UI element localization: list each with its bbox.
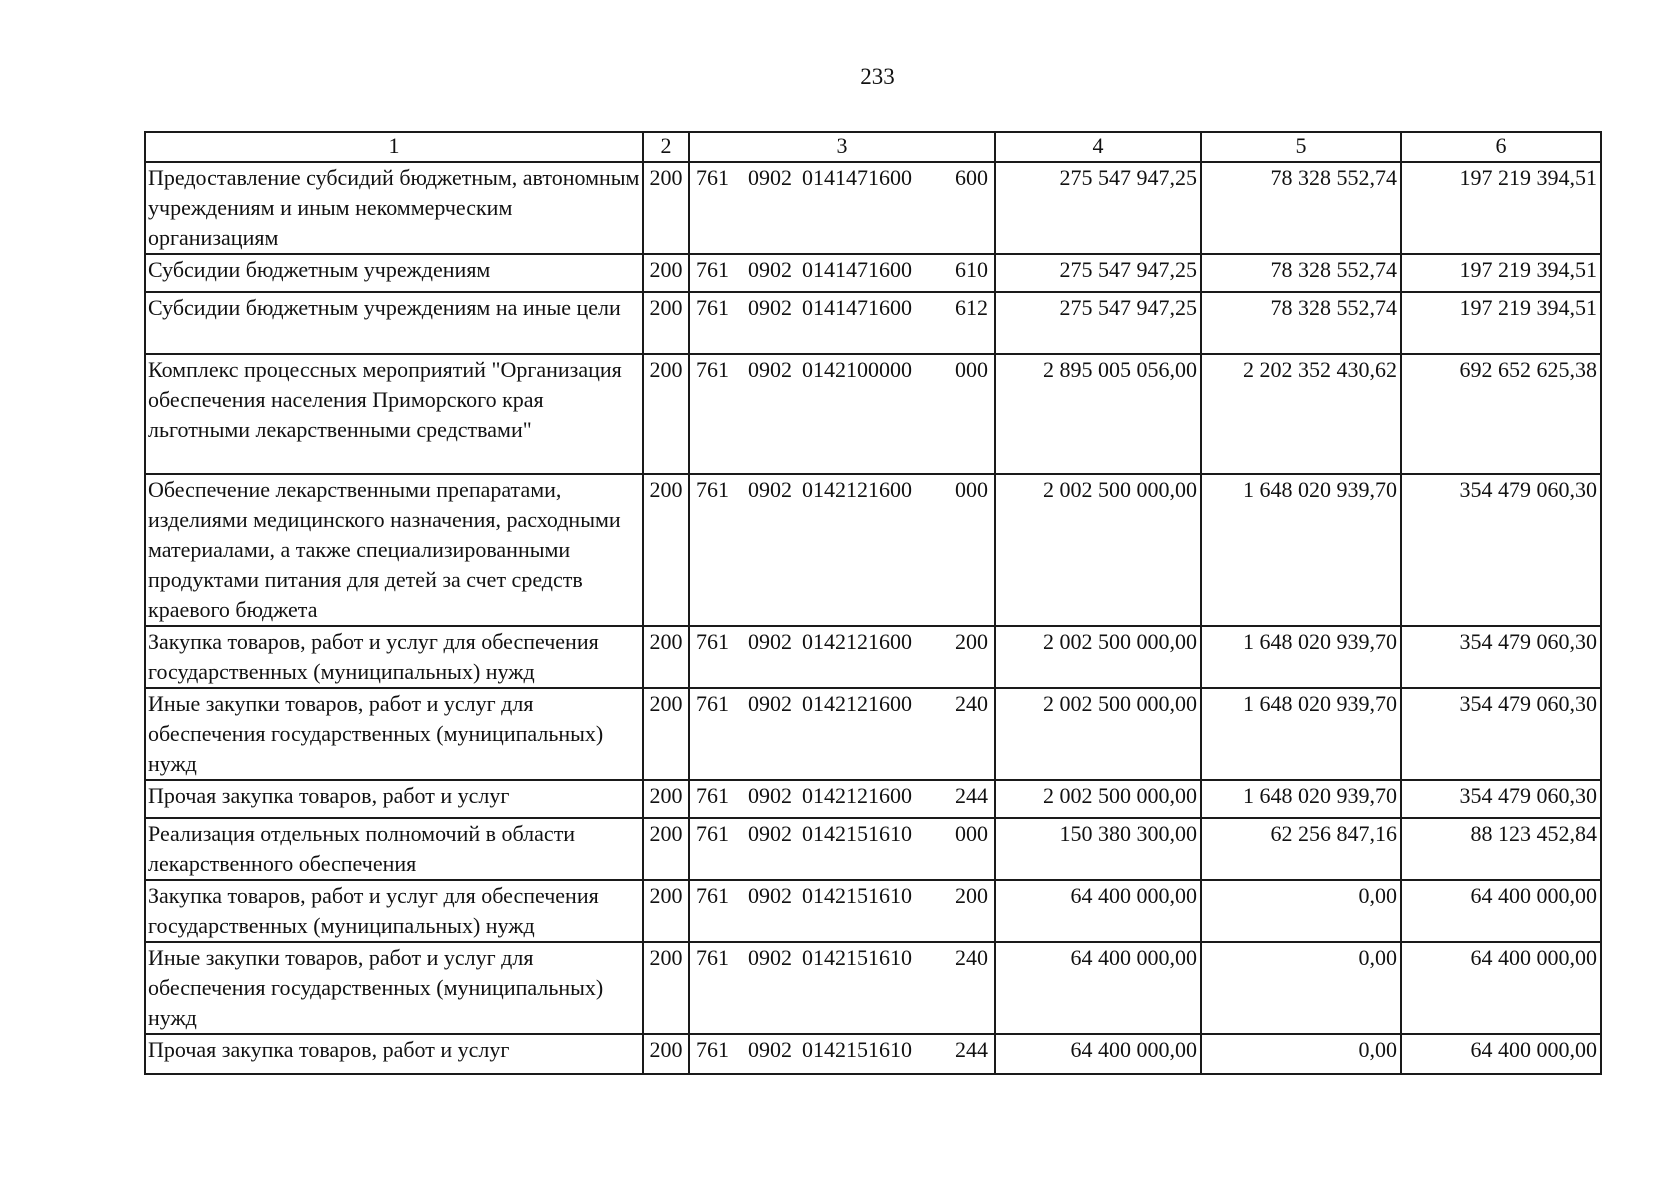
row-value-6: 197 219 394,51 [1401, 162, 1601, 254]
row-value-4: 2 002 500 000,00 [995, 780, 1201, 818]
row-classification-codes [689, 254, 995, 292]
row-name: Иные закупки товаров, работ и услуг для обеспечения государственных (муниципальных) нужд [145, 688, 643, 780]
row-section-code: 0902 [748, 1037, 792, 1062]
row-expense-type-code: 244 [955, 1037, 988, 1062]
page-number: 233 [860, 64, 895, 89]
row-gr-code: 761 [696, 477, 729, 502]
row-kvsr-code: 200 [643, 254, 689, 292]
table-row [145, 626, 1601, 688]
row-value-6: 64 400 000,00 [1401, 942, 1601, 1034]
row-value-5: 78 328 552,74 [1201, 254, 1401, 292]
row-gr-code: 761 [696, 1037, 729, 1062]
table-row [145, 818, 1601, 880]
row-classification-codes [689, 474, 995, 626]
row-value-6: 354 479 060,30 [1401, 688, 1601, 780]
row-value-5: 1 648 020 939,70 [1201, 626, 1401, 688]
row-value-6: 197 219 394,51 [1401, 254, 1601, 292]
row-value-6: 88 123 452,84 [1401, 818, 1601, 880]
row-gr-code: 761 [696, 295, 729, 320]
row-name: Иные закупки товаров, работ и услуг для обеспечения государственных (муниципальных) нужд [145, 942, 643, 1034]
row-value-5: 62 256 847,16 [1201, 818, 1401, 880]
header-cell-3: 3 [689, 132, 995, 162]
table-row [145, 474, 1601, 626]
row-value-5: 78 328 552,74 [1201, 162, 1401, 254]
row-expense-type-code: 612 [955, 295, 988, 320]
row-target-article-code: 0142151610 [802, 821, 912, 846]
row-name: Предоставление субсидий бюджетным, автономным учреждениям и иным некоммерческим организациям [145, 162, 643, 254]
row-target-article-code: 0142151610 [802, 945, 912, 970]
row-classification-codes [689, 780, 995, 818]
row-expense-type-code: 000 [955, 477, 988, 502]
row-value-6: 64 400 000,00 [1401, 1034, 1601, 1074]
row-classification-codes [689, 354, 995, 474]
row-gr-code: 761 [696, 257, 729, 282]
row-target-article-code: 0142151610 [802, 1037, 912, 1062]
row-classification-codes [689, 942, 995, 1034]
row-value-6: 354 479 060,30 [1401, 780, 1601, 818]
row-section-code: 0902 [748, 783, 792, 808]
row-kvsr-code: 200 [643, 474, 689, 626]
row-value-5: 1 648 020 939,70 [1201, 688, 1401, 780]
row-expense-type-code: 244 [955, 783, 988, 808]
row-value-6: 692 652 625,38 [1401, 354, 1601, 474]
row-value-5: 1 648 020 939,70 [1201, 780, 1401, 818]
row-value-4: 150 380 300,00 [995, 818, 1201, 880]
table-row [145, 942, 1601, 1034]
table-row [145, 1034, 1601, 1074]
row-section-code: 0902 [748, 883, 792, 908]
row-target-article-code: 0142121600 [802, 629, 912, 654]
row-value-5: 0,00 [1201, 942, 1401, 1034]
row-kvsr-code: 200 [643, 626, 689, 688]
row-kvsr-code: 200 [643, 780, 689, 818]
row-expense-type-code: 200 [955, 629, 988, 654]
row-value-4: 275 547 947,25 [995, 292, 1201, 354]
row-kvsr-code: 200 [643, 942, 689, 1034]
row-expense-type-code: 600 [955, 165, 988, 190]
row-target-article-code: 0142121600 [802, 477, 912, 502]
budget-table [144, 131, 1602, 1075]
table-header-row [145, 132, 1601, 162]
row-name: Реализация отдельных полномочий в области лекарственного обеспечения [145, 818, 643, 880]
row-value-4: 275 547 947,25 [995, 162, 1201, 254]
row-section-code: 0902 [748, 821, 792, 846]
row-section-code: 0902 [748, 165, 792, 190]
row-gr-code: 761 [696, 629, 729, 654]
row-expense-type-code: 240 [955, 691, 988, 716]
table-row [145, 688, 1601, 780]
row-expense-type-code: 240 [955, 945, 988, 970]
row-value-4: 2 895 005 056,00 [995, 354, 1201, 474]
table-row [145, 354, 1601, 474]
row-value-4: 2 002 500 000,00 [995, 688, 1201, 780]
row-value-5: 0,00 [1201, 1034, 1401, 1074]
row-name: Субсидии бюджетным учреждениям [145, 254, 643, 292]
row-name: Комплекс процессных мероприятий "Организация обеспечения населения Приморского края льготными лекарственными средствами" [145, 354, 643, 474]
table-row [145, 162, 1601, 254]
row-section-code: 0902 [748, 295, 792, 320]
row-name: Закупка товаров, работ и услуг для обеспечения государственных (муниципальных) нужд [145, 626, 643, 688]
row-value-4: 64 400 000,00 [995, 1034, 1201, 1074]
row-section-code: 0902 [748, 945, 792, 970]
row-kvsr-code: 200 [643, 880, 689, 942]
row-section-code: 0902 [748, 477, 792, 502]
row-value-6: 197 219 394,51 [1401, 292, 1601, 354]
row-kvsr-code: 200 [643, 162, 689, 254]
row-name: Субсидии бюджетным учреждениям на иные цели [145, 292, 643, 354]
row-target-article-code: 0141471600 [802, 295, 912, 320]
row-target-article-code: 0141471600 [802, 257, 912, 282]
row-gr-code: 761 [696, 357, 729, 382]
header-cell-2: 2 [643, 132, 689, 162]
header-cell-6: 6 [1401, 132, 1601, 162]
row-value-4: 275 547 947,25 [995, 254, 1201, 292]
row-kvsr-code: 200 [643, 818, 689, 880]
header-cell-5: 5 [1201, 132, 1401, 162]
row-section-code: 0902 [748, 691, 792, 716]
row-value-5: 0,00 [1201, 880, 1401, 942]
row-name: Обеспечение лекарственными препаратами, изделиями медицинского назначения, расходными материалами, а также специализированными продуктами питания для детей за счет средств краевого бюджета [145, 474, 643, 626]
row-value-5: 2 202 352 430,62 [1201, 354, 1401, 474]
header-cell-1: 1 [145, 132, 643, 162]
header-cell-4: 4 [995, 132, 1201, 162]
row-classification-codes [689, 626, 995, 688]
row-gr-code: 761 [696, 783, 729, 808]
row-classification-codes [689, 1034, 995, 1074]
row-gr-code: 761 [696, 821, 729, 846]
row-name: Прочая закупка товаров, работ и услуг [145, 780, 643, 818]
row-value-4: 64 400 000,00 [995, 942, 1201, 1034]
table-row [145, 880, 1601, 942]
table-row [145, 254, 1601, 292]
row-value-6: 354 479 060,30 [1401, 474, 1601, 626]
row-gr-code: 761 [696, 945, 729, 970]
table-row [145, 292, 1601, 354]
row-section-code: 0902 [748, 629, 792, 654]
row-name: Закупка товаров, работ и услуг для обеспечения государственных (муниципальных) нужд [145, 880, 643, 942]
row-target-article-code: 0142121600 [802, 691, 912, 716]
row-expense-type-code: 200 [955, 883, 988, 908]
row-kvsr-code: 200 [643, 688, 689, 780]
row-value-6: 354 479 060,30 [1401, 626, 1601, 688]
row-gr-code: 761 [696, 165, 729, 190]
row-target-article-code: 0141471600 [802, 165, 912, 190]
row-expense-type-code: 000 [955, 821, 988, 846]
row-kvsr-code: 200 [643, 1034, 689, 1074]
row-section-code: 0902 [748, 357, 792, 382]
row-target-article-code: 0142121600 [802, 783, 912, 808]
row-kvsr-code: 200 [643, 292, 689, 354]
row-kvsr-code: 200 [643, 354, 689, 474]
row-expense-type-code: 000 [955, 357, 988, 382]
row-value-5: 78 328 552,74 [1201, 292, 1401, 354]
row-value-6: 64 400 000,00 [1401, 880, 1601, 942]
row-value-4: 2 002 500 000,00 [995, 626, 1201, 688]
row-classification-codes [689, 688, 995, 780]
row-value-4: 2 002 500 000,00 [995, 474, 1201, 626]
table-row [145, 780, 1601, 818]
row-gr-code: 761 [696, 883, 729, 908]
row-gr-code: 761 [696, 691, 729, 716]
row-name: Прочая закупка товаров, работ и услуг [145, 1034, 643, 1074]
row-target-article-code: 0142100000 [802, 357, 912, 382]
row-target-article-code: 0142151610 [802, 883, 912, 908]
row-classification-codes [689, 162, 995, 254]
row-value-4: 64 400 000,00 [995, 880, 1201, 942]
row-classification-codes [689, 292, 995, 354]
row-section-code: 0902 [748, 257, 792, 282]
row-expense-type-code: 610 [955, 257, 988, 282]
row-value-5: 1 648 020 939,70 [1201, 474, 1401, 626]
row-classification-codes [689, 818, 995, 880]
row-classification-codes [689, 880, 995, 942]
